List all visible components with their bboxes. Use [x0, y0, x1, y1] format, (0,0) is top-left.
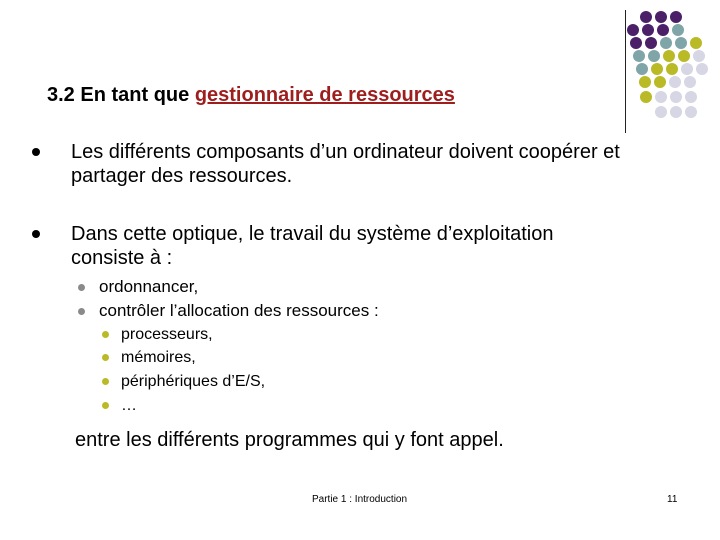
sub-bullet-2: contrôler l’allocation des ressources :: [99, 301, 379, 320]
page-number: 11: [667, 494, 678, 505]
decor-dot: [681, 63, 693, 75]
decor-dot: [685, 91, 697, 103]
footer-text: Partie 1 : Introduction: [312, 494, 408, 505]
decor-dot: [640, 11, 652, 23]
decor-dot: [684, 76, 696, 88]
decor-dot: [654, 76, 666, 88]
sub-sub-bullet-dot: [102, 378, 109, 385]
sub-sub-bullet-3: périphériques d’E/S,: [121, 373, 266, 390]
decor-dot: [657, 24, 669, 36]
decor-dot: [655, 91, 667, 103]
bullet-1-line-2: partager des ressources.: [71, 165, 293, 187]
decor-dot: [666, 63, 678, 75]
decor-dot: [670, 11, 682, 23]
decor-dot: [690, 37, 702, 49]
decor-dot: [655, 106, 667, 118]
decor-dot: [696, 63, 708, 75]
decor-dot: [663, 50, 675, 62]
bullet-1-line-1: Les différents composants d’un ordinateur doivent coopérer et: [71, 141, 620, 163]
sub-bullet-dot: [78, 308, 85, 315]
decor-dot: [645, 37, 657, 49]
decor-dot: [639, 76, 651, 88]
decorative-dots: [0, 0, 720, 140]
sub-sub-bullet-4: …: [121, 397, 137, 414]
decor-dot: [655, 11, 667, 23]
sub-sub-bullet-dot: [102, 331, 109, 338]
bullet-dot: [32, 230, 40, 238]
decor-dot: [670, 106, 682, 118]
decor-dot: [642, 24, 654, 36]
closing-line: entre les différents programmes qui y font appel.: [75, 429, 504, 451]
decor-dot: [648, 50, 660, 62]
decor-dot: [630, 37, 642, 49]
decor-dot: [669, 76, 681, 88]
decor-dot: [675, 37, 687, 49]
bullet-2-line-1: Dans cette optique, le travail du système d’exploitation: [71, 223, 554, 245]
divider-line: [625, 10, 626, 133]
decor-dot: [633, 50, 645, 62]
title-prefix: 3.2 En tant que: [47, 84, 195, 106]
sub-sub-bullet-dot: [102, 402, 109, 409]
decor-dot: [660, 37, 672, 49]
decor-dot: [685, 106, 697, 118]
decor-dot: [693, 50, 705, 62]
sub-sub-bullet-1: processeurs,: [121, 326, 213, 343]
title-highlight: gestionnaire de ressources: [194, 84, 455, 106]
decor-dot: [672, 24, 684, 36]
decor-dot: [627, 24, 639, 36]
sub-sub-bullet-dot: [102, 354, 109, 361]
decor-dot: [640, 91, 652, 103]
decor-dot: [636, 63, 648, 75]
decor-dot: [651, 63, 663, 75]
bullet-2-line-2: consiste à :: [71, 247, 173, 269]
decor-dot: [678, 50, 690, 62]
bullet-dot: [32, 148, 40, 156]
sub-bullet-1: ordonnancer,: [99, 277, 199, 296]
sub-sub-bullet-2: mémoires,: [121, 349, 196, 366]
sub-bullet-dot: [78, 284, 85, 291]
slide-title: [47, 84, 455, 107]
decor-dot: [670, 91, 682, 103]
